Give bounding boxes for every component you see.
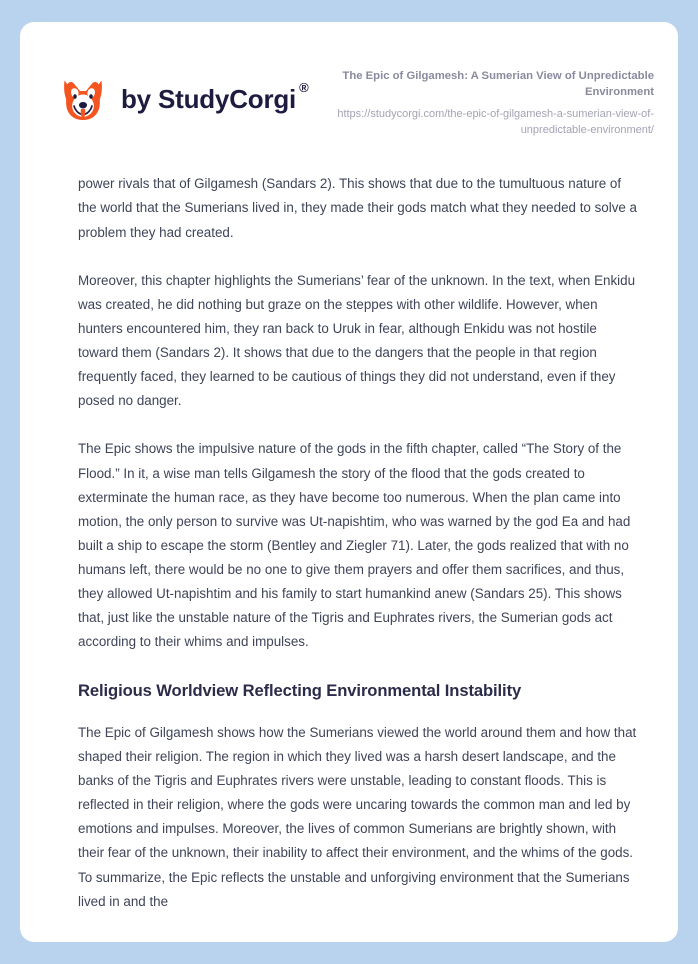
- page-title: The Epic of Gilgamesh: A Sumerian View of Unpredictable Environment: [342, 70, 654, 99]
- document-page: [20, 22, 678, 942]
- brand-logo: [58, 62, 308, 124]
- paragraph-4: The Epic of Gilgamesh shows how the Sumerians viewed the world around them and how that shaped their religion. The region in which they lived was a harsh desert landscape, and the banks of the Tigris and Euphrates rivers were unstable, leading to constant floods. This is reflected in their religion, where the gods were uncaring towards the common man and led by emotions and impulses. Moreover, the lives of common Sumerians are brightly shown, with their fear of the unknown, their inability to affect their environment, and the whims of the gods. To summarize, the Epic reflects the unstable and unforgiving environment that the Sumerians lived in and the: [78, 724, 637, 909]
- brand-wordmark: [121, 80, 309, 114]
- registered-trademark-icon: ®: [299, 80, 309, 95]
- section-heading-religious-worldview: Religious Worldview Reflecting Environmental Instability: [78, 680, 522, 700]
- brand-wordmark-text: by StudyCorgi: [121, 84, 297, 114]
- corgi-head-icon: [58, 74, 108, 124]
- document-body: [20, 138, 678, 913]
- page-url: https://studycorgi.com/the-epic-of-gilgamesh-a-sumerian-view-of-unpredictable-environment/: [337, 108, 654, 136]
- paragraph-2: Moreover, this chapter highlights the Sumerians’ fear of the unknown. In the text, when Enkidu was created, he did nothing but graze on the steppes with other wildlife. However, when hunters encountered him, they ran back to Uruk in fear, although Enkidu was not hostile toward them (Sandars 2). It shows that due to the dangers that the people in that region frequently faced, they learned to be cautious of things they did not understand, even if they posed no danger.: [78, 272, 636, 409]
- document-header: [20, 22, 678, 138]
- paragraph-1: power rivals that of Gilgamesh (Sandars 2). This shows that due to the tumultuous nature of the world that the Sumerians lived in, they made their gods match what they needed to solve a problem they had created.: [78, 176, 638, 240]
- paragraph-3: The Epic shows the impulsive nature of the gods in the fifth chapter, called “The Story of the Flood.” In it, a wise man tells Gilgamesh the story of the flood that the gods created to exterminate the human race, as they have become too numerous. When the plan came into motion, the only person to survive was Ut-napishtim, who was warned by the god Ea and had built a ship to escape the storm (Bentley and Ziegler 71). Later, the gods realized that with no humans left, there would be no one to give them prayers and offer them sacrifices, and thus, they allowed Ut-napishtim and his family to start humankind anew (Sandars 25). This shows that, just like the unstable nature of the Tigris and Euphrates rivers, the Sumerian gods act according to their whims and impulses.: [78, 441, 631, 650]
- header-meta: [308, 62, 654, 138]
